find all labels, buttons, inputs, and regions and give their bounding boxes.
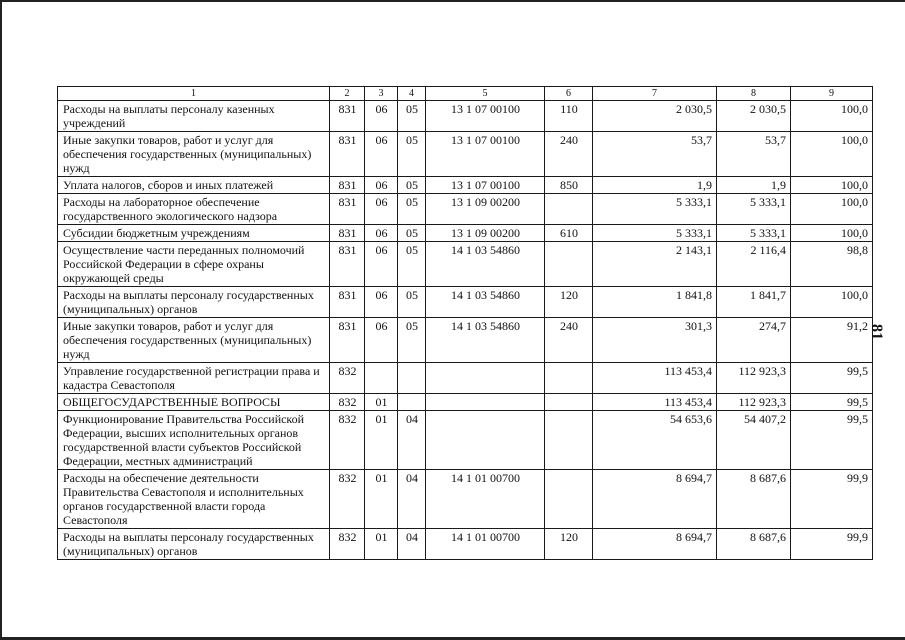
item-name-cell: Расходы на обеспечение деятельности Правительства Севастополя и исполнительных органов государственной власти города Севастополя [58, 470, 330, 529]
admin-code-cell: 831 [330, 287, 365, 318]
executed-amount-cell: 112 923,3 [717, 394, 791, 411]
execution-percent-cell: 99,5 [791, 394, 873, 411]
executed-amount-cell: 8 687,6 [717, 470, 791, 529]
subsection-code-cell: 05 [398, 225, 426, 242]
table-row [58, 194, 873, 225]
execution-percent-cell: 100,0 [791, 177, 873, 194]
executed-amount-cell: 274,7 [717, 318, 791, 363]
section-code-cell: 06 [365, 318, 398, 363]
admin-code-cell: 831 [330, 101, 365, 132]
execution-percent-cell: 98,8 [791, 242, 873, 287]
header-row [58, 87, 873, 101]
target-article-cell: 13 1 07 00100 [426, 132, 545, 177]
section-code-cell: 06 [365, 101, 398, 132]
header-cell: 5 [426, 87, 545, 101]
executed-amount-cell: 2 116,4 [717, 242, 791, 287]
table-row [58, 529, 873, 560]
expense-type-cell: 120 [545, 529, 593, 560]
item-name-cell: Управление государственной регистрации права и кадастра Севастополя [58, 363, 330, 394]
admin-code-cell: 832 [330, 470, 365, 529]
header-cell: 2 [330, 87, 365, 101]
page-number: 81 [868, 324, 885, 340]
item-name-cell: Иные закупки товаров, работ и услуг для обеспечения государственных (муниципальных) нужд [58, 318, 330, 363]
section-code-cell: 06 [365, 177, 398, 194]
execution-percent-cell: 100,0 [791, 101, 873, 132]
item-name-cell: Иные закупки товаров, работ и услуг для обеспечения государственных (муниципальных) нужд [58, 132, 330, 177]
admin-code-cell: 832 [330, 529, 365, 560]
executed-amount-cell: 2 030,5 [717, 101, 791, 132]
scan-border-top [0, 0, 905, 2]
approved-amount-cell: 54 653,6 [593, 411, 717, 470]
expense-type-cell: 610 [545, 225, 593, 242]
executed-amount-cell: 112 923,3 [717, 363, 791, 394]
execution-percent-cell: 100,0 [791, 194, 873, 225]
executed-amount-cell: 53,7 [717, 132, 791, 177]
approved-amount-cell: 53,7 [593, 132, 717, 177]
executed-amount-cell: 5 333,1 [717, 194, 791, 225]
table-row [58, 242, 873, 287]
item-name-cell: Расходы на выплаты персоналу государственных (муниципальных) органов [58, 287, 330, 318]
section-code-cell [365, 363, 398, 394]
executed-amount-cell: 1 841,7 [717, 287, 791, 318]
header-cell: 4 [398, 87, 426, 101]
expense-type-cell: 110 [545, 101, 593, 132]
item-name-cell: ОБЩЕГОСУДАРСТВЕННЫЕ ВОПРОСЫ [58, 394, 330, 411]
subsection-code-cell: 05 [398, 287, 426, 318]
subsection-code-cell: 05 [398, 101, 426, 132]
section-code-cell: 01 [365, 394, 398, 411]
execution-percent-cell: 99,5 [791, 363, 873, 394]
expense-type-cell [545, 411, 593, 470]
target-article-cell: 13 1 07 00100 [426, 101, 545, 132]
subsection-code-cell: 04 [398, 529, 426, 560]
expense-type-cell: 240 [545, 318, 593, 363]
admin-code-cell: 831 [330, 318, 365, 363]
approved-amount-cell: 8 694,7 [593, 529, 717, 560]
execution-percent-cell: 100,0 [791, 287, 873, 318]
target-article-cell: 13 1 09 00200 [426, 225, 545, 242]
admin-code-cell: 832 [330, 363, 365, 394]
subsection-code-cell [398, 394, 426, 411]
subsection-code-cell: 05 [398, 318, 426, 363]
executed-amount-cell: 8 687,6 [717, 529, 791, 560]
section-code-cell: 01 [365, 529, 398, 560]
section-code-cell: 06 [365, 242, 398, 287]
approved-amount-cell: 8 694,7 [593, 470, 717, 529]
approved-amount-cell: 5 333,1 [593, 194, 717, 225]
admin-code-cell: 832 [330, 394, 365, 411]
execution-percent-cell: 100,0 [791, 225, 873, 242]
item-name-cell: Расходы на выплаты персоналу казенных учреждений [58, 101, 330, 132]
approved-amount-cell: 113 453,4 [593, 363, 717, 394]
executed-amount-cell: 5 333,1 [717, 225, 791, 242]
header-cell: 8 [717, 87, 791, 101]
execution-percent-cell: 99,9 [791, 470, 873, 529]
header-cell: 7 [593, 87, 717, 101]
target-article-cell [426, 411, 545, 470]
section-code-cell: 06 [365, 225, 398, 242]
table-row [58, 287, 873, 318]
table-row [58, 363, 873, 394]
execution-percent-cell: 100,0 [791, 132, 873, 177]
header-cell: 1 [58, 87, 330, 101]
table-row [58, 101, 873, 132]
admin-code-cell: 831 [330, 225, 365, 242]
approved-amount-cell: 2 143,1 [593, 242, 717, 287]
approved-amount-cell: 5 333,1 [593, 225, 717, 242]
approved-amount-cell: 301,3 [593, 318, 717, 363]
subsection-code-cell: 05 [398, 194, 426, 225]
expense-type-cell: 850 [545, 177, 593, 194]
table-row [58, 394, 873, 411]
item-name-cell: Субсидии бюджетным учреждениям [58, 225, 330, 242]
target-article-cell: 14 1 01 00700 [426, 470, 545, 529]
subsection-code-cell: 05 [398, 132, 426, 177]
admin-code-cell: 832 [330, 411, 365, 470]
budget-table [57, 86, 873, 560]
item-name-cell: Функционирование Правительства Российской Федерации, высших исполнительных органов государственной власти субъектов Российской Федерации, местных администраций [58, 411, 330, 470]
table-row [58, 470, 873, 529]
table-row [58, 318, 873, 363]
subsection-code-cell: 05 [398, 242, 426, 287]
section-code-cell: 06 [365, 194, 398, 225]
admin-code-cell: 831 [330, 177, 365, 194]
execution-percent-cell: 91,2 [791, 318, 873, 363]
table-row [58, 177, 873, 194]
execution-percent-cell: 99,9 [791, 529, 873, 560]
target-article-cell: 14 1 03 54860 [426, 242, 545, 287]
target-article-cell [426, 394, 545, 411]
approved-amount-cell: 1 841,8 [593, 287, 717, 318]
expense-type-cell [545, 470, 593, 529]
item-name-cell: Расходы на лабораторное обеспечение государственного экологического надзора [58, 194, 330, 225]
section-code-cell: 06 [365, 287, 398, 318]
target-article-cell: 14 1 01 00700 [426, 529, 545, 560]
executed-amount-cell: 1,9 [717, 177, 791, 194]
expense-type-cell [545, 242, 593, 287]
target-article-cell: 13 1 07 00100 [426, 177, 545, 194]
admin-code-cell: 831 [330, 242, 365, 287]
approved-amount-cell: 2 030,5 [593, 101, 717, 132]
header-cell: 9 [791, 87, 873, 101]
subsection-code-cell: 04 [398, 411, 426, 470]
section-code-cell: 06 [365, 132, 398, 177]
table-row [58, 132, 873, 177]
expense-type-cell: 240 [545, 132, 593, 177]
item-name-cell: Уплата налогов, сборов и иных платежей [58, 177, 330, 194]
approved-amount-cell: 1,9 [593, 177, 717, 194]
header-cell: 3 [365, 87, 398, 101]
expense-type-cell [545, 194, 593, 225]
item-name-cell: Осуществление части переданных полномочий Российской Федерации в сфере охраны окружающей среды [58, 242, 330, 287]
table-row [58, 411, 873, 470]
approved-amount-cell: 113 453,4 [593, 394, 717, 411]
subsection-code-cell: 04 [398, 470, 426, 529]
subsection-code-cell [398, 363, 426, 394]
expense-type-cell [545, 394, 593, 411]
target-article-cell [426, 363, 545, 394]
table-body [58, 87, 873, 560]
target-article-cell: 14 1 03 54860 [426, 318, 545, 363]
target-article-cell: 13 1 09 00200 [426, 194, 545, 225]
item-name-cell: Расходы на выплаты персоналу государственных (муниципальных) органов [58, 529, 330, 560]
section-code-cell: 01 [365, 470, 398, 529]
section-code-cell: 01 [365, 411, 398, 470]
subsection-code-cell: 05 [398, 177, 426, 194]
header-cell: 6 [545, 87, 593, 101]
scan-border-left [0, 0, 2, 640]
table-row [58, 225, 873, 242]
execution-percent-cell: 99,5 [791, 411, 873, 470]
admin-code-cell: 831 [330, 132, 365, 177]
executed-amount-cell: 54 407,2 [717, 411, 791, 470]
target-article-cell: 14 1 03 54860 [426, 287, 545, 318]
admin-code-cell: 831 [330, 194, 365, 225]
expense-type-cell: 120 [545, 287, 593, 318]
expense-type-cell [545, 363, 593, 394]
